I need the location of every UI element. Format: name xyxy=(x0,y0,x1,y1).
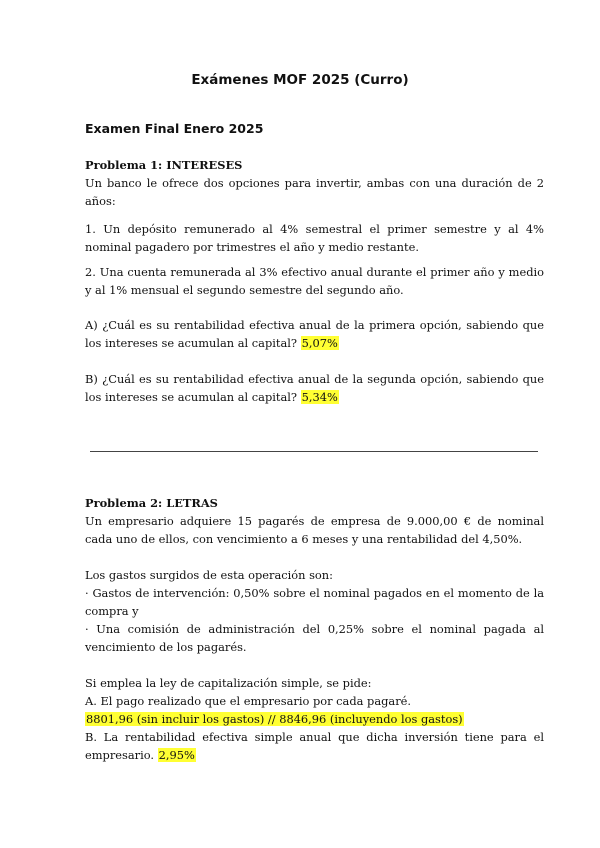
problem-1-option-1: 1. Un depósito remunerado al 4% semestral el primer semestre y al 4% nominal pagadero por trimestres el año y medio restante. xyxy=(85,222,544,254)
answer-a-highlight: 5,07% xyxy=(301,336,338,350)
answer-b-highlight: 5,34% xyxy=(301,390,338,404)
problem-1-option-2: 2. Una cuenta remunerada al 3% efectivo anual durante el primer año y medio y al 1% mensual el segundo semestre del segundo año. xyxy=(85,265,544,297)
document-title: Exámenes MOF 2025 (Curro) xyxy=(191,72,409,88)
problem-1-question-a xyxy=(85,316,544,352)
problem-2-answer-b-highlight: 2,95% xyxy=(158,748,195,762)
problem-1-block xyxy=(85,156,544,210)
problem-2-block xyxy=(85,494,544,548)
cost-item-1: · Gastos de intervención: 0,50% sobre el nominal pagados en el momento de la compra y xyxy=(85,586,544,618)
problem-1-heading: Problema 1: INTERESES xyxy=(85,158,243,172)
horizontal-divider xyxy=(90,451,538,452)
cost-item-2: · Una comisión de administración del 0,25% sobre el nominal pagada al vencimiento de los pagarés. xyxy=(85,622,544,654)
problem-2-intro: Un empresario adquiere 15 pagarés de empresa de 9.000,00 € de nominal cada uno de ellos, con vencimiento a 6 meses y una rentabilidad del 4,50%. xyxy=(85,514,544,546)
problem-2-questions xyxy=(85,674,544,764)
capitalization-law: Si emplea la ley de capitalización simple, se pide: xyxy=(85,676,372,690)
costs-intro: Los gastos surgidos de esta operación son: xyxy=(85,568,333,582)
problem-1-question-b xyxy=(85,370,544,406)
problem-2-answer-a-highlight: 8801,96 (sin incluir los gastos) // 8846,96 (incluyendo los gastos) xyxy=(86,712,463,726)
question-b-text: B) ¿Cuál es su rentabilidad efectiva anual de la segunda opción, sabiendo que los intereses se acumulan al capital? xyxy=(85,372,544,404)
question-a-text: A) ¿Cuál es su rentabilidad efectiva anual de la primera opción, sabiendo que los intereses se acumulan al capital? xyxy=(85,318,544,350)
exam-title: Examen Final Enero 2025 xyxy=(85,121,264,136)
problem-2-heading: Problema 2: LETRAS xyxy=(85,496,218,510)
problem-2-costs xyxy=(85,566,544,656)
problem-2-question-b-text: B. La rentabilidad efectiva simple anual que dicha inversión tiene para el empresario. xyxy=(85,730,544,762)
problem-1-intro: Un banco le ofrece dos opciones para invertir, ambas con una duración de 2 años: xyxy=(85,176,544,208)
problem-2-answer-a-line xyxy=(85,710,544,728)
problem-2-question-a: A. El pago realizado que el empresario por cada pagaré. xyxy=(85,694,412,708)
problem-2-question-b xyxy=(85,728,544,764)
